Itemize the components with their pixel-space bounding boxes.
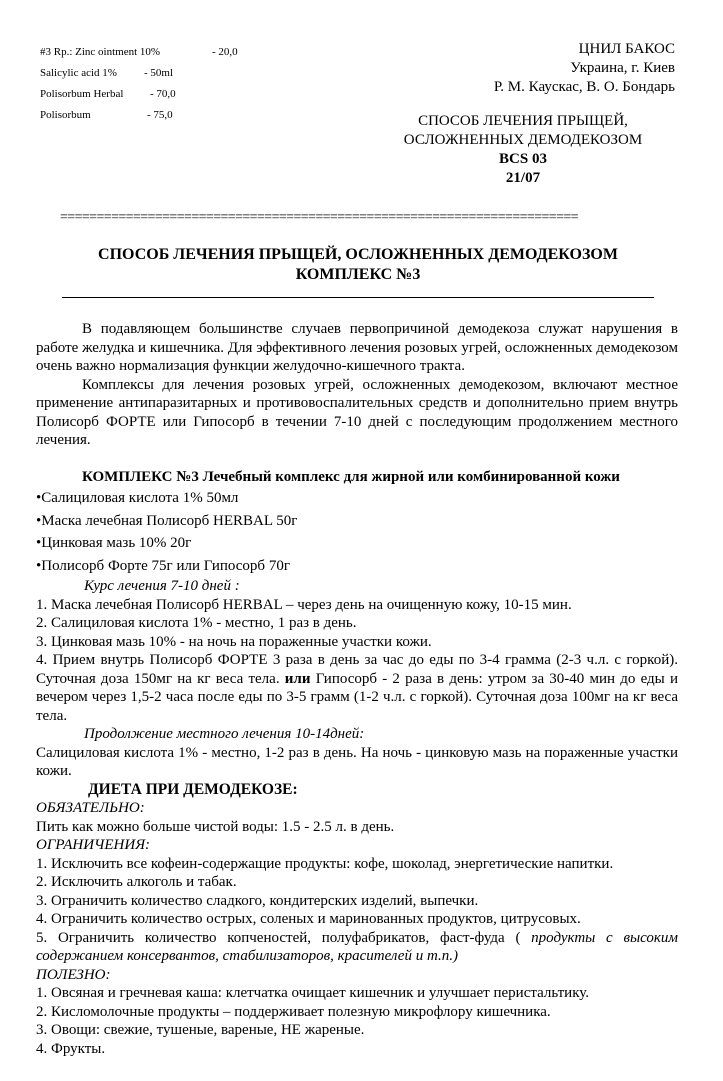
rx-item-name: Salicylic acid 1% xyxy=(40,67,117,79)
useful-item: 3. Овощи: свежие, тушеные, вареные, НЕ жареные. xyxy=(36,1022,365,1038)
method-title-block xyxy=(388,112,658,188)
method-title-line: ОСЛОЖНЕННЫХ ДЕМОДЕКОЗОМ xyxy=(403,132,643,148)
organization-header xyxy=(494,40,675,97)
authors: Р. М. Каускас, В. О. Бондарь xyxy=(493,79,675,95)
intro-paragraph: В подавляющем большинстве случаев первопричиной демодекоза служат нарушения в работе желудка и кишечника. Для эффективного лечения розовых угрей, осложненных демодекозом очень важно нормализация функции желудочно-кишечного тракта. xyxy=(36,321,678,374)
step4-forte-text: 4. Прием внутрь Полисорб ФОРТЕ 3 раза в день за час до еды по 3-4 грамма (2-3 ч.л. с горкой). Суточная доза 150мг на кг веса тела. xyxy=(36,652,678,687)
limit-item: 2. Исключить алкоголь и табак. xyxy=(36,874,237,890)
course-step: 1. Маска лечебная Полисорб HERBAL – через день на очищенную кожу, 10-15 мин. xyxy=(36,596,572,613)
step4-or: или xyxy=(284,670,311,687)
complex-heading: КОМПЛЕКС №3 Лечебный комплекс для жирной или комбинированной кожи xyxy=(82,468,620,485)
limit5-note: продукты с высоким содержанием консервантов, стабилизаторов, красителей и т.п.) xyxy=(36,929,678,964)
method-code: BCS 03 xyxy=(499,151,547,167)
course-step: 2. Салициловая кислота 1% - местно, 1 раз в день. xyxy=(36,615,357,631)
step4-hyposorb-text: Гипосорб - 2 раза в день: утром за 30-40 мин до еды и вечером через 1,5-2 часа после еды по 3-5 грамм (1-2 ч.л. с горкой). Суточная доза 100мг на кг веса тела. xyxy=(36,670,678,724)
rx-item-name: Polisorbum Herbal xyxy=(40,88,124,100)
useful-item: 2. Кисломолочные продукты – поддерживает полезную микрофлору кишечника. xyxy=(36,1003,551,1020)
separator-line: ======================================================================= xyxy=(60,210,578,225)
useful-item: 4. Фрукты. xyxy=(36,1040,106,1057)
prescription-block xyxy=(40,42,238,126)
rx-item-dose: - 50ml xyxy=(144,67,174,79)
rx-item-name: Polisorbum xyxy=(40,109,91,121)
rx-item-dose: - 70,0 xyxy=(150,88,176,100)
rx-row xyxy=(40,84,238,105)
mandatory-label: ОБЯЗАТЕЛЬНО: xyxy=(36,800,145,816)
limit-item: 1. Исключить все кофеин-содержащие продукты: кофе, шоколад, энергетические напитки. xyxy=(36,855,614,872)
useful-item: 1. Овсяная и гречневая каша: клетчатка очищает кишечник и улучшает перистальтику. xyxy=(36,985,590,1001)
course-label: Курс лечения 7-10 дней : xyxy=(84,578,240,594)
useful-label: ПОЛЕЗНО: xyxy=(36,966,111,983)
intro-paragraph: Комплексы для лечения розовых угрей, осложненных демодекозом, включают местное применение антипаразитарных и противовоспалительных средств и дополнительно прием внутрь Полисорб ФОРТЕ или Гипосорб в течении 7-10 дней с последующим продолжением местного лечения. xyxy=(36,376,678,448)
organization-name: ЦНИЛ БАКОС xyxy=(578,41,675,57)
rx-item-name: #3 Rp.: Zinc ointment 10% xyxy=(40,46,161,58)
rx-row xyxy=(40,105,238,126)
course-step: 3. Цинковая мазь 10% - на ночь на пораженные участки кожи. xyxy=(36,633,432,650)
limit-item-5 xyxy=(36,929,678,966)
continue-text: Салициловая кислота 1% - местно, 1-2 раз в день. На ночь - цинковую мазь на пораженные участки кожи. xyxy=(36,744,678,779)
mandatory-text: Пить как можно больше чистой воды: 1.5 - 2.5 л. в день. xyxy=(36,818,395,835)
organization-location: Украина, г. Киев xyxy=(570,60,675,76)
horizontal-rule xyxy=(62,297,654,298)
limit-item: 3. Ограничить количество сладкого, кондитерских изделий, выпечки. xyxy=(36,892,479,909)
limits-label: ОГРАНИЧЕНИЯ: xyxy=(36,837,151,853)
rx-item-dose: - 20,0 xyxy=(212,46,238,58)
complex-item: •Полисорб Форте 75г или Гипосорб 70г xyxy=(36,557,290,574)
page-title xyxy=(60,245,656,285)
complex-item: •Салициловая кислота 1% 50мл xyxy=(36,490,239,506)
page-title-line: СПОСОБ ЛЕЧЕНИЯ ПРЫЩЕЙ, ОСЛОЖНЕННЫХ ДЕМОДЕКОЗОМ xyxy=(98,246,618,263)
method-title-line: СПОСОБ ЛЕЧЕНИЯ ПРЫЩЕЙ, xyxy=(418,113,628,129)
rx-row xyxy=(40,42,238,63)
method-number: 21/07 xyxy=(505,170,541,186)
rx-row xyxy=(40,63,238,84)
page-title-subline: КОМПЛЕКС №3 xyxy=(295,266,421,283)
complex-item: •Цинковая мазь 10% 20г xyxy=(36,535,192,551)
rx-item-dose: - 75,0 xyxy=(147,109,173,121)
complex-item: •Маска лечебная Полисорб HERBAL 50г xyxy=(36,512,298,529)
limit-item: 4. Ограничить количество острых, соленых и маринованных продуктов, цитрусовых. xyxy=(36,911,581,927)
diet-heading: ДИЕТА ПРИ ДЕМОДЕКОЗЕ: xyxy=(88,780,298,798)
document-body xyxy=(36,320,678,1058)
course-step-4 xyxy=(36,651,678,725)
limit5-text: 5. Ограничить количество копченостей, полуфабрикатов, фаст-фуда ( xyxy=(36,929,532,946)
continue-label: Продолжение местного лечения 10-14дней: xyxy=(84,726,365,742)
